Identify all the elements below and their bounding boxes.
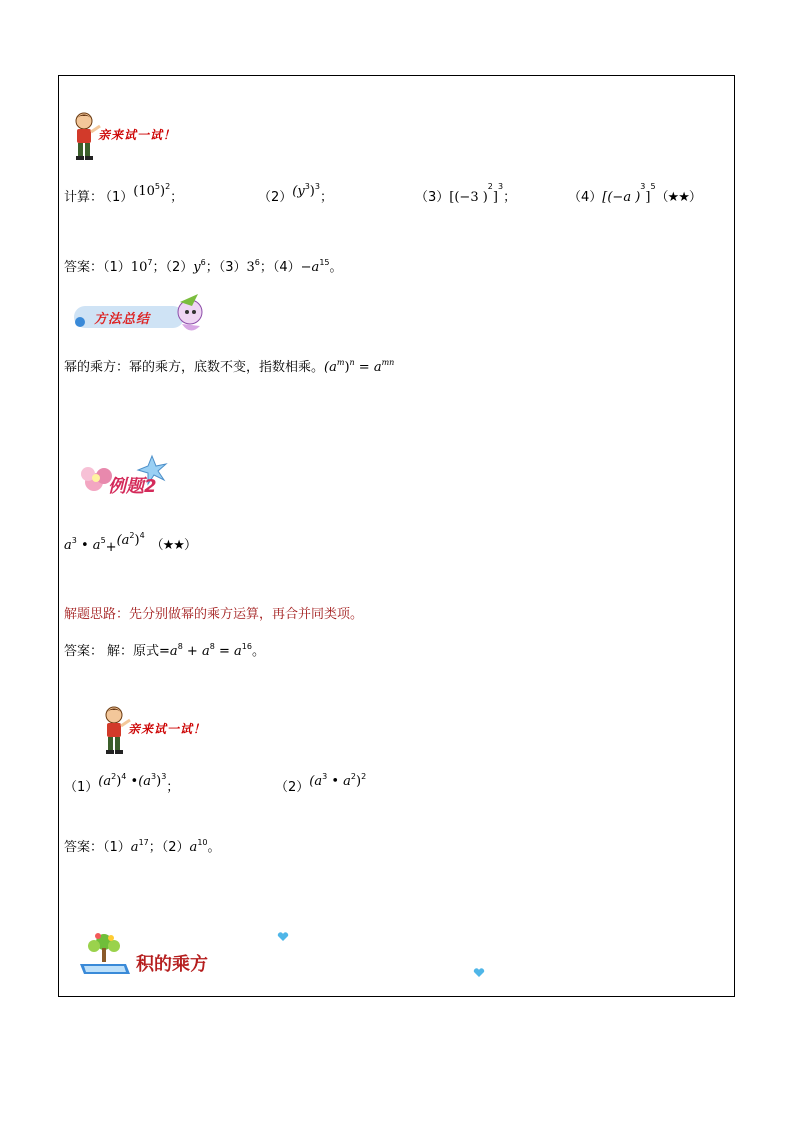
exercise1-item-2: $(2)(y^3)^3$；	[258, 182, 333, 205]
try-it-badge	[68, 110, 188, 160]
section-title: 积的乘方	[136, 954, 208, 975]
kid-mascot-icon	[98, 704, 132, 756]
example-label: 例题2	[108, 476, 157, 497]
section-heading	[78, 930, 258, 980]
method-summary-label: 方法总结	[94, 312, 151, 327]
answer2-line: 答案：$(1)a^{17}$；$(2)a^{10}$。	[64, 838, 221, 855]
exercise2-item-1: $(1)(a^2)^4$ $•(a^3)^3$；	[64, 772, 180, 795]
answer1-line: 答案：$(1)10^7$；$(2)y^6$；$(3)3^6$；$(4)-a^{15}$。	[64, 258, 343, 275]
tree-book-icon	[78, 930, 134, 980]
try-it-badge-2	[98, 704, 218, 754]
example2-answer: 答案： 解：原式$=a^8 + a^8 = a^{16}$。	[64, 642, 265, 659]
try-it-label-2: 亲来试一试！	[128, 722, 207, 736]
example2-problem: $a^3$ • $a^5+(a^2)^4(★★)$	[64, 531, 196, 555]
try-it-label: 亲来试一试！	[98, 128, 177, 142]
small-heart-icon	[277, 932, 289, 942]
exercise1-item-4: （4）[(−a )$^3$]$^5$（★★）	[568, 182, 701, 205]
exercise1-item-1: $(1)(10^5)^2$；	[99, 182, 184, 205]
method-rule: 幂的乘方：幂的乘方，底数不变，指数相乘。$(a^m)^n = a^{mn}$	[64, 358, 395, 375]
exercise1-prompt: 计算：	[64, 190, 104, 205]
method-summary-badge	[70, 290, 205, 340]
small-heart-icon	[473, 968, 485, 978]
example-badge	[74, 454, 174, 500]
exercise2-item-2: $(2)(a^3$ • $a^2)^2$	[275, 772, 367, 795]
example2-hint: 解题思路：先分别做幂的乘方运算，再合并同类项。	[64, 607, 364, 622]
exercise1-item-3: （3）[(−3 )$^2$]$^3$；	[415, 182, 517, 205]
kid-mascot-icon	[68, 110, 102, 162]
